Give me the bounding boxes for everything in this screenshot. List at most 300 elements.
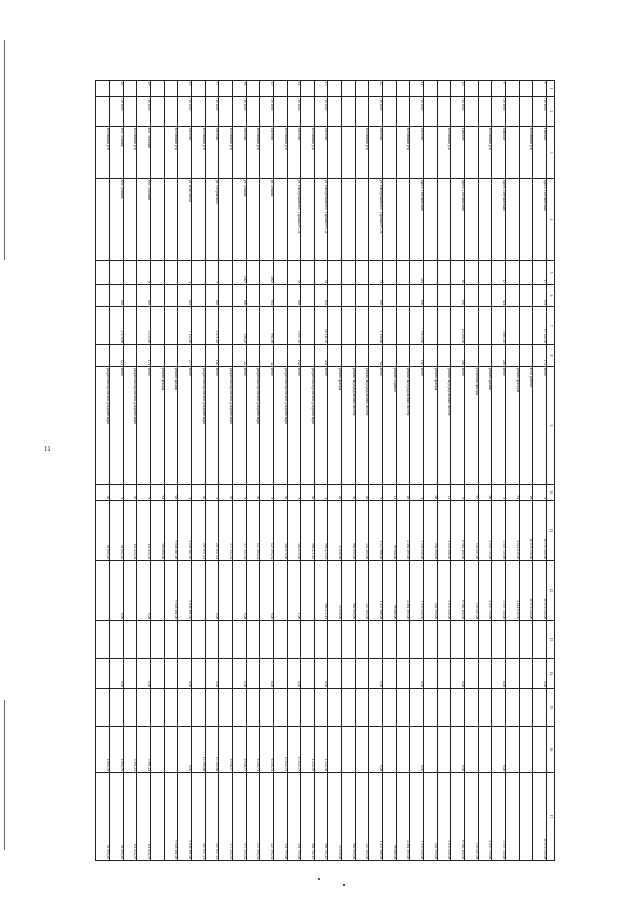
table-cell: 111 824,39 [137, 773, 151, 861]
table-cell: 1 437 966,00 [369, 561, 383, 621]
table-cell [506, 97, 520, 127]
table-cell: 26 [328, 485, 342, 501]
table-row [96, 81, 110, 861]
table-cell: 0,00 [205, 659, 219, 689]
table-cell: итого [314, 367, 328, 485]
table-cell: Кстовский р-н [191, 127, 205, 179]
table-cell: 111 824,39 [123, 501, 137, 561]
table-row [123, 81, 137, 861]
table-cell [150, 97, 164, 127]
table-cell: 6 350,31 [246, 727, 260, 773]
table-body [96, 81, 547, 861]
table-cell: проез. Почтамтский [492, 179, 506, 261]
table-cell [178, 621, 192, 659]
table-cell: 0,00 [137, 659, 151, 689]
table-cell: 13 032,79 [287, 727, 301, 773]
table-cell [342, 345, 356, 367]
table-cell: 0,00 [232, 659, 246, 689]
table-cell: 0,00 [314, 659, 328, 689]
table-cell [519, 261, 533, 285]
table-cell [383, 261, 397, 285]
table-cell: 564 702,15 [301, 773, 315, 861]
table-cell: 7191000 [492, 97, 506, 127]
table-cell [342, 285, 356, 307]
table-cell: 0,00 [260, 659, 274, 689]
table-cell [396, 261, 410, 285]
scan-edge-line-top [4, 40, 5, 260]
column-header: 15 [547, 689, 555, 727]
table-cell [396, 727, 410, 773]
table-cell [164, 179, 178, 261]
table-cell: 380 000,00 [150, 501, 164, 561]
table-cell [437, 345, 451, 367]
table-cell [301, 345, 315, 367]
table-cell [342, 127, 356, 179]
table-cell: разработка проектной документации [273, 367, 287, 485]
table-cell [123, 621, 137, 659]
table-cell: 21 [437, 485, 451, 501]
table-cell [506, 345, 520, 367]
capital-repair-table [95, 80, 555, 861]
table-cell: Кстовский р-н [164, 127, 178, 179]
table-cell: х [178, 485, 192, 501]
table-cell: 0,00 [110, 561, 124, 621]
table-row [137, 81, 151, 861]
table-cell [314, 621, 328, 659]
table-cell [396, 97, 410, 127]
table-cell: 364 670,00 [287, 501, 301, 561]
table-cell: 127 594,34 [260, 773, 274, 861]
table-cell: Кстовский р-н [437, 127, 451, 179]
table-cell: 828 [110, 285, 124, 307]
table-cell: итого [451, 367, 465, 485]
table-cell [273, 285, 287, 307]
table-row [424, 81, 438, 861]
table-cell: 20 193 200,00 [533, 501, 547, 561]
table-cell [410, 621, 424, 659]
table-cell [396, 179, 410, 261]
table-cell: 127 594,34 [246, 501, 260, 561]
table-cell: 68 [424, 485, 438, 501]
table-cell: пос. Ленина [110, 179, 124, 261]
table-cell [191, 621, 205, 659]
table-cell [191, 179, 205, 261]
table-cell [164, 81, 178, 97]
table-cell [191, 97, 205, 127]
table-cell: проез. Почтамтский [533, 179, 547, 261]
table-row [492, 81, 506, 861]
table-cell: 10 [451, 81, 465, 97]
table-cell [506, 81, 520, 97]
table-cell: разработка проектной документации [191, 367, 205, 485]
table-cell: 0,00 [205, 561, 219, 621]
table-cell [191, 307, 205, 345]
table-cell [492, 621, 506, 659]
table-cell: 30 [191, 485, 205, 501]
table-cell: 1 437 966,00 [369, 773, 383, 861]
table-cell [273, 81, 287, 97]
table-cell: Кстовский р-н [273, 127, 287, 179]
table-cell: г.Кстово [178, 127, 192, 179]
table-cell [437, 307, 451, 345]
table-cell: 17 [533, 261, 547, 285]
table-cell [164, 307, 178, 345]
table-cell [383, 179, 397, 261]
table-cell [506, 621, 520, 659]
table-cell: 20 [110, 81, 124, 97]
table-cell: 202 594,00 [424, 773, 438, 861]
table-cell: 8 [533, 81, 547, 97]
table-cell: 343 385,00 [355, 561, 369, 621]
table-cell: 111 824,39 [137, 501, 151, 561]
table-cell: 0,00 [451, 659, 465, 689]
table-cell [424, 81, 438, 97]
rotated-table-content [95, 80, 555, 860]
table-row [506, 81, 520, 861]
table-cell [355, 307, 369, 345]
table-cell: 5 835 496,00 [437, 561, 451, 621]
table-cell: 9 848 161,00 [164, 561, 178, 621]
table-cell: 33 850,00 [328, 501, 342, 561]
table-cell: 2 871,20 [205, 307, 219, 345]
table-cell: 30 [301, 485, 315, 501]
table-cell: 4 014 630,00 [506, 561, 520, 621]
column-header: 9 [547, 367, 555, 485]
table-cell: ремонт фасадов [506, 367, 520, 485]
table-cell: итого [492, 367, 506, 485]
table-cell [396, 285, 410, 307]
table-cell [492, 689, 506, 727]
table-cell: Кстовский р-н [301, 127, 315, 179]
table-cell: 33 850,00 [328, 561, 342, 621]
table-cell [150, 689, 164, 727]
table-cell [437, 97, 451, 127]
table-row [314, 81, 328, 861]
table-cell: 828 [137, 285, 151, 307]
table-cell: 62 [369, 345, 383, 367]
table-cell: г.Кстово [369, 127, 383, 179]
table-cell: 0,00 [178, 727, 192, 773]
table-cell [123, 97, 137, 127]
table-cell: ремонт внутридомовых систем [342, 367, 356, 485]
table-cell [328, 307, 342, 345]
scan-speck [318, 878, 320, 880]
table-cell [328, 727, 342, 773]
table-cell: 30 [96, 485, 110, 501]
table-cell [342, 689, 356, 727]
table-cell: 0,00 [369, 727, 383, 773]
table-cell: 10 111,30 [314, 307, 328, 345]
table-cell: 18 [178, 81, 192, 97]
table-cell [219, 561, 233, 621]
table-cell: ремонт фасада [424, 367, 438, 485]
table-cell [150, 659, 164, 689]
table-cell [396, 659, 410, 689]
table-cell: 67 [465, 485, 479, 501]
column-header: 3 [547, 127, 555, 179]
table-cell [301, 689, 315, 727]
table-cell [287, 689, 301, 727]
table-cell [246, 261, 260, 285]
table-cell [123, 179, 137, 261]
table-cell [424, 345, 438, 367]
table-cell: ул. Набережная пос. Гаражное С.А. [369, 179, 383, 261]
table-cell [396, 81, 410, 97]
table-cell: 7191000 [205, 97, 219, 127]
table-cell: ремонт внутридомовых систем [437, 367, 451, 485]
table-cell [246, 561, 260, 621]
table-cell: 1003 [260, 261, 274, 285]
table-cell [396, 307, 410, 345]
table-cell: итого [232, 367, 246, 485]
table-cell [301, 261, 315, 285]
table-cell [273, 345, 287, 367]
table-cell: ул. Комсомола [178, 179, 192, 261]
table-cell: ремонт фасада [150, 367, 164, 485]
table-cell [342, 727, 356, 773]
table-cell [150, 81, 164, 97]
table-cell [96, 81, 110, 97]
table-cell [328, 689, 342, 727]
table-cell: 155 447,00 [465, 773, 479, 861]
table-cell: итого [369, 367, 383, 485]
table-cell: 22 [232, 345, 246, 367]
table-cell: 7 112,80 [178, 307, 192, 345]
table-cell [437, 659, 451, 689]
table-cell: 850 [451, 285, 465, 307]
table-cell [96, 261, 110, 285]
table-cell [478, 179, 492, 261]
table-cell: итого [260, 367, 274, 485]
table-cell: Кстовский р-н [519, 127, 533, 179]
table-row [246, 81, 260, 861]
table-cell [383, 285, 397, 307]
table-cell: Кстовский р-н [478, 127, 492, 179]
table-cell [123, 261, 137, 285]
table-cell: 0,00 [410, 727, 424, 773]
table-cell [342, 621, 356, 659]
table-cell [96, 689, 110, 727]
table-cell [328, 97, 342, 127]
table-cell [465, 727, 479, 773]
table-cell [396, 621, 410, 659]
table-cell [219, 285, 233, 307]
table-cell [273, 689, 287, 727]
table-cell [150, 307, 164, 345]
table-cell [437, 179, 451, 261]
table-cell: 343 385,00 [355, 501, 369, 561]
table-cell: 377 313,34 [219, 773, 233, 861]
table-cell [123, 689, 137, 727]
table-cell: 9 848 161,00 [164, 773, 178, 861]
table-cell [164, 689, 178, 727]
table-cell [150, 179, 164, 261]
table-cell [451, 689, 465, 727]
table-cell: итого [110, 367, 124, 485]
table-cell [410, 689, 424, 727]
table-cell: 5 835 496,00 [437, 501, 451, 561]
table-row [451, 81, 465, 861]
table-cell [355, 179, 369, 261]
table-cell [137, 621, 151, 659]
table-cell [451, 621, 465, 659]
table-cell: 0,00 [492, 727, 506, 773]
table-cell [506, 727, 520, 773]
table-cell: 0,00 [137, 561, 151, 621]
table-cell [506, 179, 520, 261]
table-cell: 13 380,86 [205, 727, 219, 773]
table-cell: 240 [492, 345, 506, 367]
table-cell [273, 307, 287, 345]
table-cell: 7191000 [451, 97, 465, 127]
table-cell [246, 285, 260, 307]
table-cell: 267 617,21 [205, 501, 219, 561]
table-cell [287, 621, 301, 659]
table-cell [110, 689, 124, 727]
table-row [110, 81, 124, 861]
table-cell [369, 689, 383, 727]
table-cell [164, 727, 178, 773]
table-cell [355, 97, 369, 127]
table-cell: 4 014 630,00 [506, 501, 520, 561]
table-cell [465, 345, 479, 367]
table-cell [506, 659, 520, 689]
table-cell [519, 689, 533, 727]
table-cell [506, 689, 520, 727]
table-cell [205, 689, 219, 727]
table-cell [424, 285, 438, 307]
column-header: 8 [547, 345, 555, 367]
table-cell [150, 285, 164, 307]
table-cell [150, 773, 164, 861]
table-cell: утепление фасада [465, 367, 479, 485]
rotated-table-frame [95, 80, 555, 860]
table-cell: 101 [533, 285, 547, 307]
table-cell: 4 094,76 [96, 727, 110, 773]
table-cell [355, 285, 369, 307]
table-cell [369, 621, 383, 659]
table-row [273, 81, 287, 861]
table-cell: разработка проектной документации [96, 367, 110, 485]
table-cell: 34 [260, 345, 274, 367]
table-cell: 6 956,57 [232, 727, 246, 773]
table-row [232, 81, 246, 861]
table-cell: 0,00 [110, 659, 124, 689]
table-cell [465, 689, 479, 727]
table-cell: 17 [492, 261, 506, 285]
table-cell [437, 285, 451, 307]
table-cell: 830 [369, 285, 383, 307]
column-number-row [547, 81, 555, 861]
table-cell: 828 [287, 285, 301, 307]
table-cell [342, 659, 356, 689]
table-cell [519, 97, 533, 127]
table-cell: 202 594,00 [424, 501, 438, 561]
table-cell: 280 [451, 345, 465, 367]
table-cell [355, 727, 369, 773]
table-cell [519, 179, 533, 261]
table-cell: 521 [492, 285, 506, 307]
table-cell: 4 094,76 [110, 727, 124, 773]
table-cell [164, 345, 178, 367]
table-cell: ремонт фасада [328, 367, 342, 485]
table-cell [355, 621, 369, 659]
table-cell [178, 689, 192, 727]
table-cell [478, 81, 492, 97]
table-cell [328, 179, 342, 261]
table-cell [191, 81, 205, 97]
table-row [205, 81, 219, 861]
table-cell: 0,00 [492, 659, 506, 689]
table-cell [478, 97, 492, 127]
column-header: 4 [547, 179, 555, 261]
table-cell [519, 81, 533, 97]
table-cell [328, 659, 342, 689]
column-header: 2 [547, 97, 555, 127]
table-cell: 891,90 [260, 307, 274, 345]
table-cell: 155 447,00 [465, 561, 479, 621]
table-cell [219, 81, 233, 97]
column-header: 14 [547, 659, 555, 689]
table-cell: г.Кстово [205, 127, 219, 179]
table-cell: 4 953 735,00 [478, 773, 492, 861]
table-cell [342, 97, 356, 127]
table-cell: пос. Ленина [110, 127, 124, 179]
table-cell: 0,00 [232, 561, 246, 621]
table-cell [232, 689, 246, 727]
table-cell [150, 345, 164, 367]
table-cell [260, 621, 274, 659]
table-cell [96, 285, 110, 307]
table-cell: ремонт внутридомовых систем [355, 367, 369, 485]
table-cell: разработка проектной документации [219, 367, 233, 485]
table-cell: 7191000 [369, 97, 383, 127]
table-cell: 7191000 [232, 97, 246, 127]
table-cell: х [110, 485, 124, 501]
table-cell [424, 97, 438, 127]
table-cell: 31 [369, 261, 383, 285]
table-row [465, 81, 479, 861]
table-cell: 377 313,34 [232, 773, 246, 861]
table-cell [232, 621, 246, 659]
table-cell [219, 261, 233, 285]
table-cell: 0,00 [260, 561, 274, 621]
table-cell [519, 621, 533, 659]
table-cell: 9 848 161,00 [164, 501, 178, 561]
table-cell [150, 561, 164, 621]
table-cell [96, 659, 110, 689]
column-header: 12 [547, 561, 555, 621]
table-cell: 5 235,80 [137, 307, 151, 345]
table-cell: 7191000 [178, 97, 192, 127]
table-row [437, 81, 451, 861]
table-cell: 172 [533, 345, 547, 367]
table-cell [328, 345, 342, 367]
table-cell [519, 345, 533, 367]
table-cell [424, 261, 438, 285]
table-cell [123, 285, 137, 307]
table-cell: 127 594,34 [246, 773, 260, 861]
table-cell: х [205, 485, 219, 501]
table-cell [383, 127, 397, 179]
table-cell: ул. Ленина [260, 179, 274, 261]
table-cell: 66 [478, 485, 492, 501]
table-cell [424, 307, 438, 345]
table-cell: 20 [451, 261, 465, 285]
table-cell: 30 [246, 485, 260, 501]
table-cell [301, 81, 315, 97]
table-cell: 30 [123, 485, 137, 501]
